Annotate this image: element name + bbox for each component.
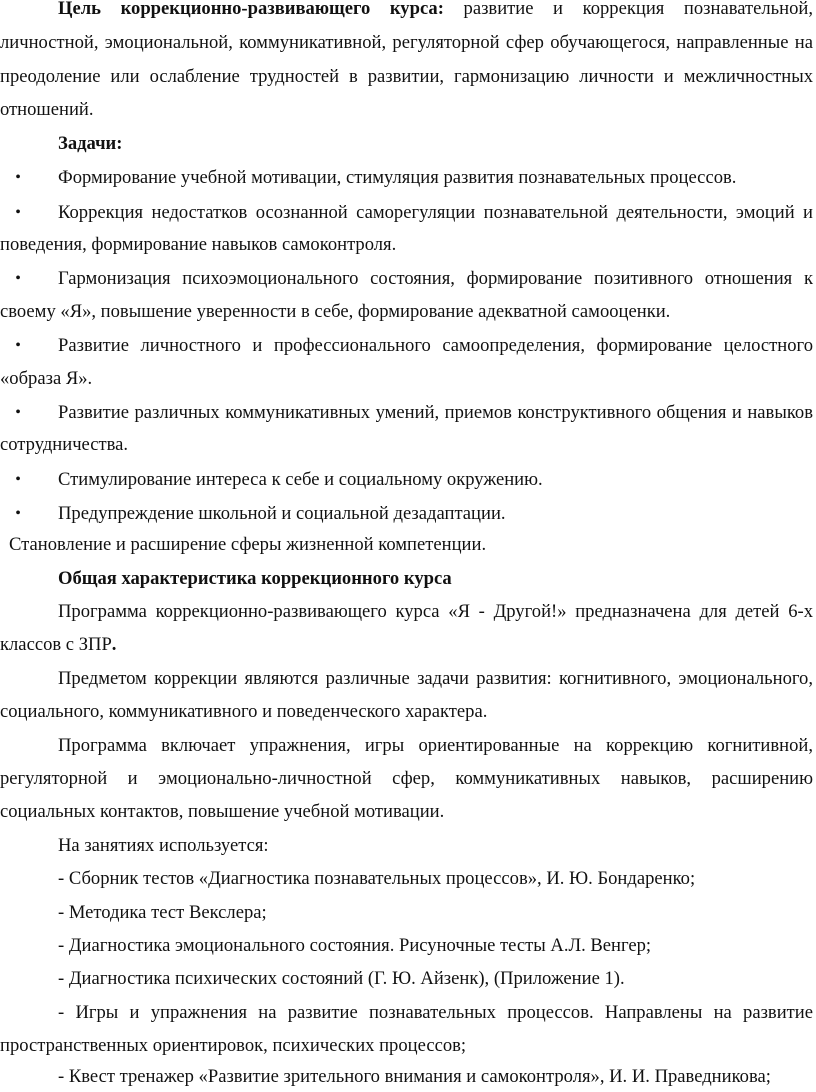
- bullet-icon: •: [15, 471, 21, 488]
- bullet-icon: •: [15, 337, 21, 354]
- overview-p1-line-2-text: классов с ЗПР: [0, 634, 112, 655]
- task-item-6-line-1: Стимулирование интереса к себе и социальному окружению.: [58, 469, 543, 490]
- task-extra-line: Становление и расширение сферы жизненной компетенции.: [9, 534, 487, 555]
- games-line-2: пространственных ориентировок, психических процессов;: [0, 1035, 467, 1056]
- tasks-heading: [58, 129, 816, 159]
- task-item-5-line-2: сотрудничества.: [0, 434, 129, 455]
- task-item-1-line-1: Формирование учебной мотивации, стимуляция развития познавательных процессов.: [58, 167, 737, 188]
- games-line-1: - Игры и упражнения на развитие познавательных процессов. Направлены на развитие: [58, 1002, 813, 1023]
- used-item-4: - Диагностика психических состояний (Г. Ю. Айзенк), (Приложение 1).: [58, 968, 625, 989]
- goal-line-3: преодоление или ослабление трудностей в развитии, гармонизацию личности и межличностных: [0, 66, 813, 87]
- task-item-5-line-1: Развитие различных коммуникативных умений, приемов конструктивного общения и навыков: [58, 402, 813, 423]
- used-heading: На занятиях используется:: [58, 835, 269, 856]
- overview-p3-line-3: социальных контактов, повышение учебной мотивации.: [0, 801, 445, 822]
- task-item-2-line-1: Коррекция недостатков осознанной саморегуляции познавательной деятельности, эмоций и: [58, 202, 813, 223]
- goal-line-4: отношений.: [0, 99, 94, 120]
- used-item-2: - Методика тест Векслера;: [58, 902, 267, 923]
- used-item-3: - Диагностика эмоционального состояния. Рисуночные тесты А.Л. Венгер;: [58, 935, 652, 956]
- goal-label: Цель коррекционно-развивающего курса:: [58, 0, 444, 19]
- overview-p1-line-2-dot: .: [111, 634, 117, 655]
- overview-p3-line-2: регуляторной и эмоционально-личностной сфер, коммуникативных навыков, расширению: [0, 768, 813, 789]
- goal-line-1: [58, 0, 813, 24]
- overview-p1-line-1: Программа коррекционно-развивающего курса «Я - Другой!» предназначена для детей 6-х: [58, 601, 813, 622]
- overview-p1-line-2: [0, 630, 813, 660]
- task-item-4-line-1: Развитие личностного и профессионального самоопределения, формирование целостного: [58, 335, 813, 356]
- task-item-4-line-2: «образа Я».: [0, 368, 93, 389]
- task-item-2-line-2: поведения, формирование навыков самоконтроля.: [0, 234, 397, 255]
- bullet-icon: •: [15, 505, 21, 522]
- overview-p2-line-1: Предметом коррекции являются различные задачи развития: когнитивного, эмоционального,: [58, 668, 813, 689]
- goal-line-2: личностной, эмоциональной, коммуникативной, регуляторной сфер обучающегося, направленные на: [0, 32, 813, 53]
- bullet-icon: •: [15, 204, 21, 221]
- overview-heading: [58, 564, 816, 594]
- overview-p2-line-2: социального, коммуникативного и поведенческого характера.: [0, 701, 488, 722]
- bullet-icon: •: [15, 270, 21, 287]
- used-item-1: - Сборник тестов «Диагностика познавательных процессов», И. Ю. Бондаренко;: [58, 868, 696, 889]
- overview-p3-line-1: Программа включает упражнения, игры ориентированные на коррекцию когнитивной,: [58, 735, 813, 756]
- task-item-3-line-2: своему «Я», повышение уверенности в себе, формирование адекватной самооценки.: [0, 301, 671, 322]
- quest-line: - Квест тренажер «Развитие зрительного внимания и самоконтроля», И. И. Праведникова;: [58, 1066, 771, 1087]
- overview-heading-text: Общая характеристика коррекционного курса: [58, 568, 452, 589]
- bullet-icon: •: [15, 404, 21, 421]
- tasks-heading-text: Задачи:: [58, 133, 123, 154]
- task-item-3-line-1: Гармонизация психоэмоционального состояния, формирование позитивного отношения к: [58, 268, 813, 289]
- bullet-icon: •: [15, 169, 21, 186]
- goal-line-1-text: развитие и коррекция познавательной,: [463, 0, 813, 19]
- task-item-7-line-1: Предупреждение школьной и социальной дезадаптации.: [58, 503, 506, 524]
